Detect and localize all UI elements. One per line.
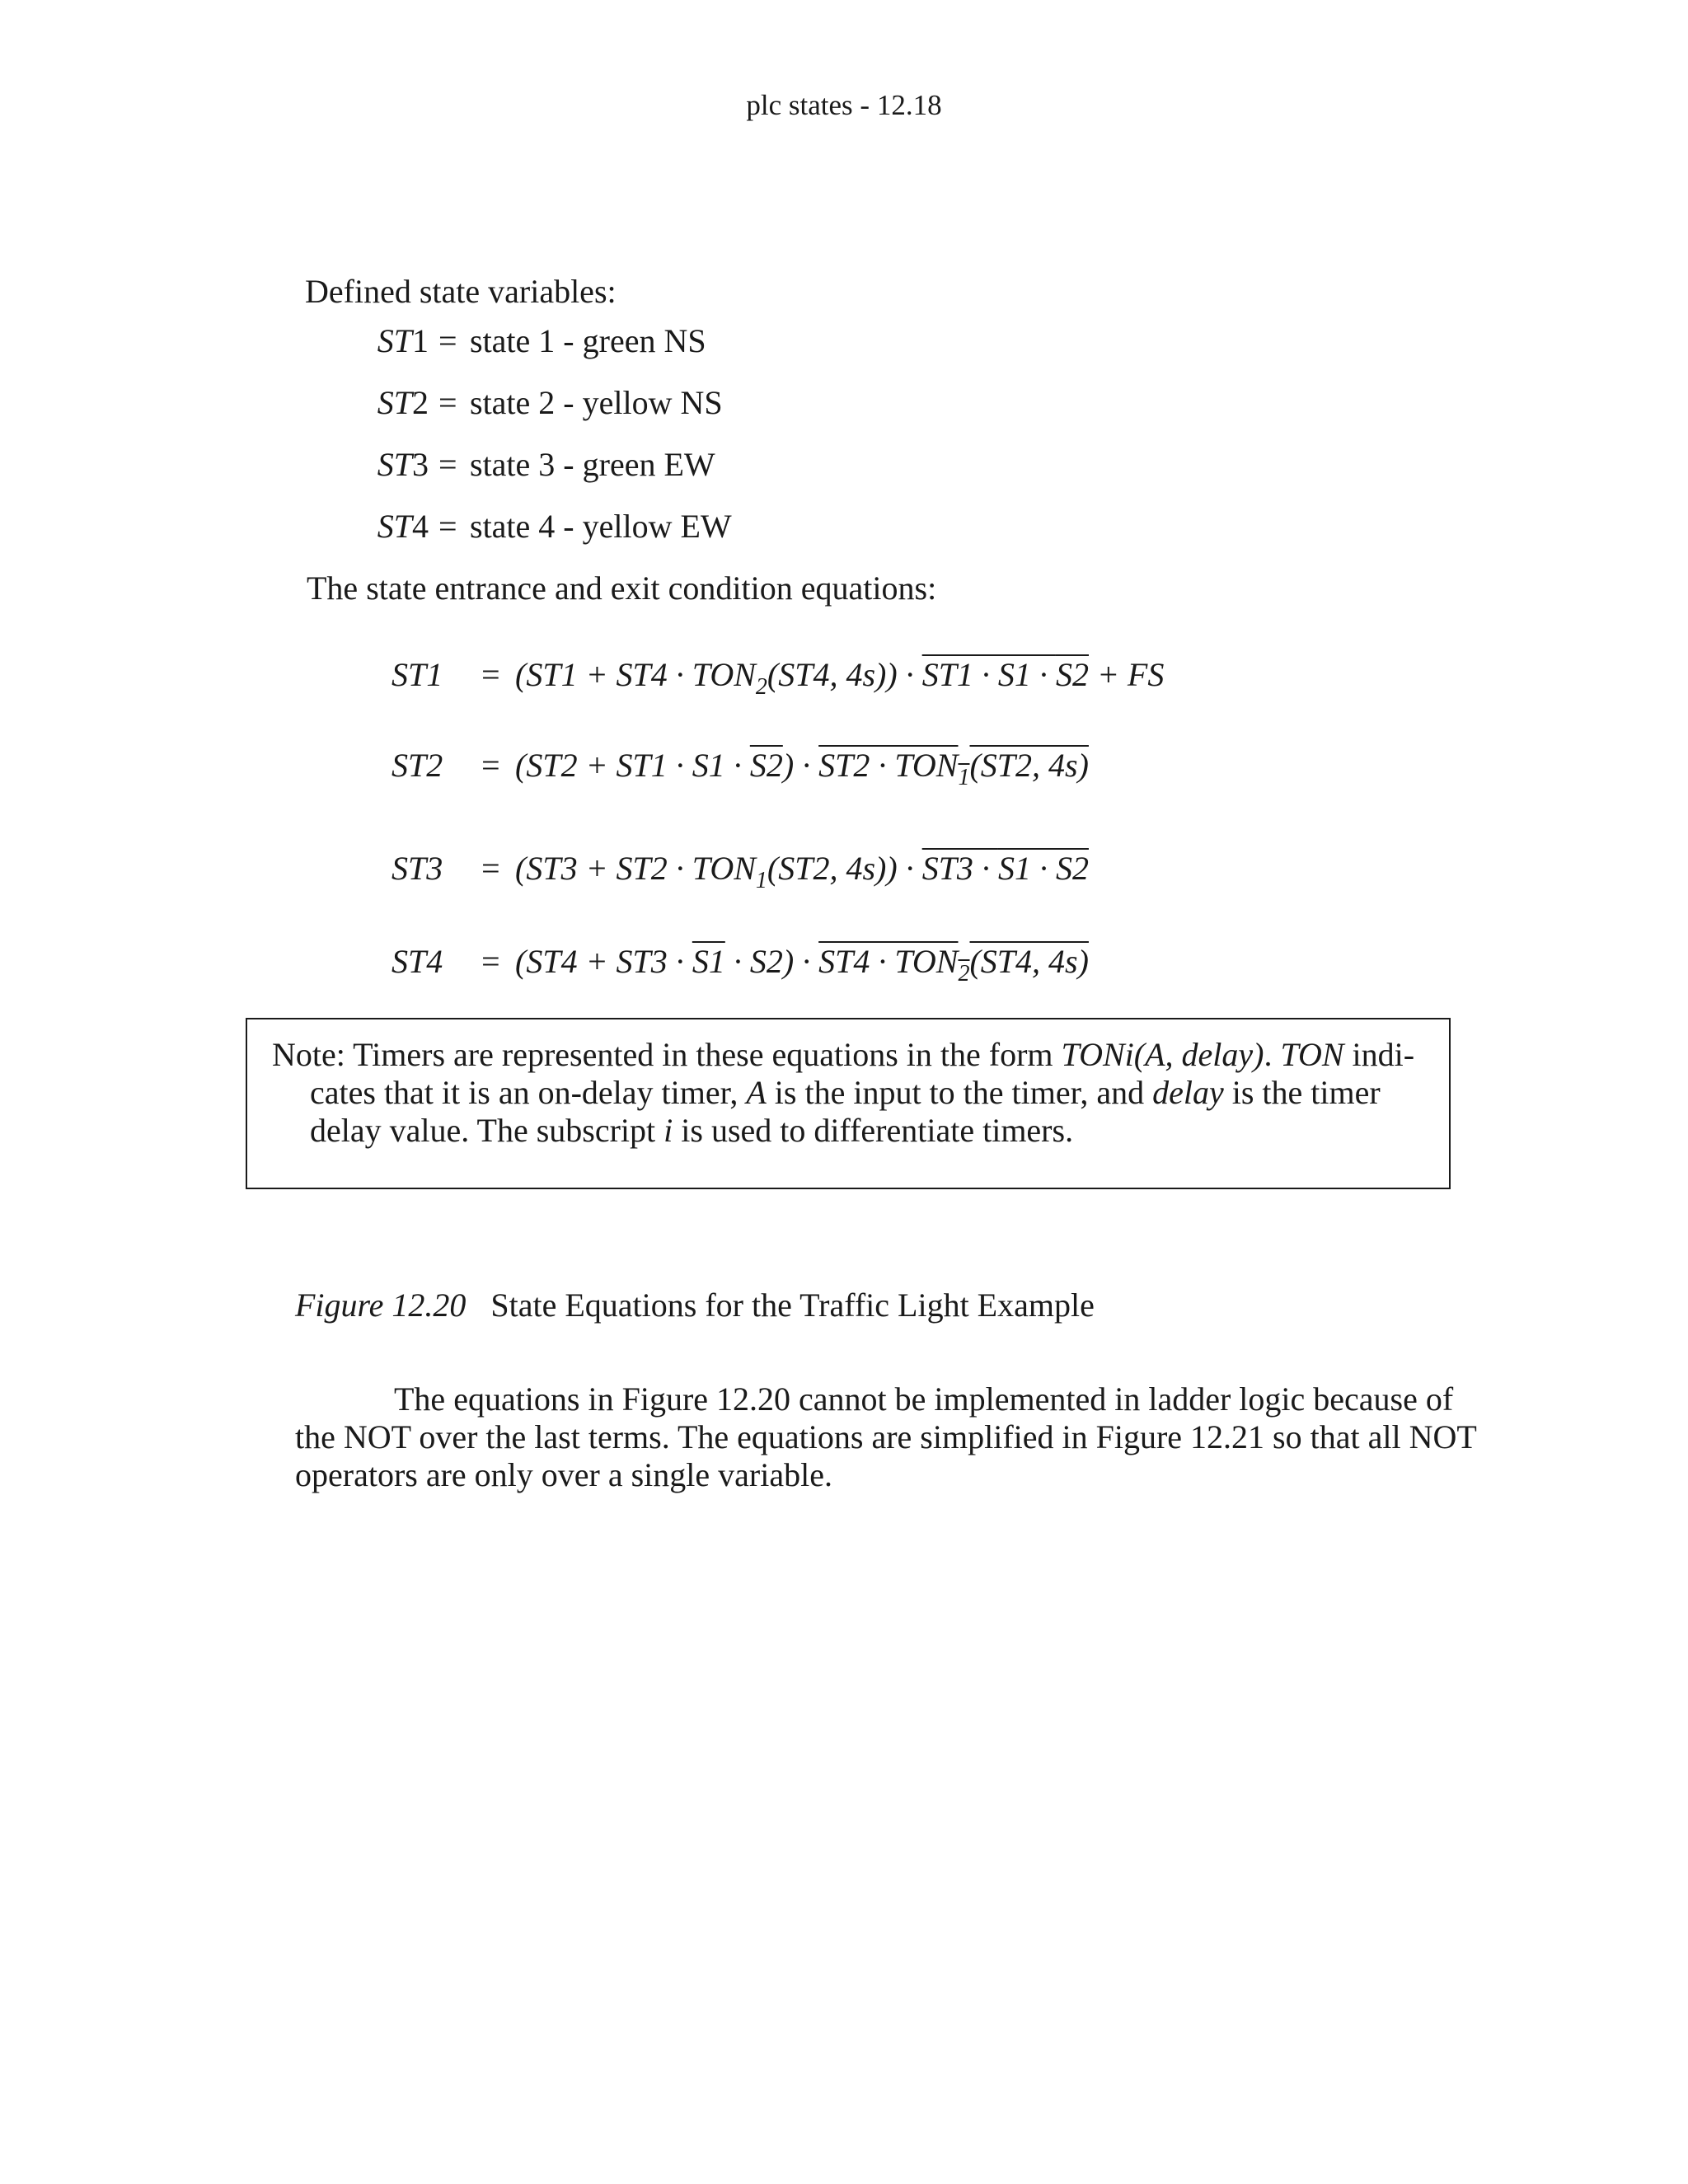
overlined-variable: S2 bbox=[1055, 656, 1089, 693]
overlined-variable: S1 bbox=[997, 850, 1031, 887]
equals-sign: = bbox=[438, 446, 457, 483]
equation-st2: $ST2 = (ST2 + ST1 \cdot S1 \cdot S2) \cdot ST2 \cdot TON_1(ST2$, 4s) bbox=[392, 747, 1089, 790]
equations-heading: The state entrance and exit condition equations: bbox=[307, 569, 937, 607]
variable-description: state 1 - green NS bbox=[470, 322, 706, 359]
body-paragraph bbox=[295, 1380, 1482, 1494]
variable-number: 1 bbox=[412, 322, 429, 359]
note-line-3: delay value. The subscript i is used to differentiate timers. bbox=[310, 1112, 1074, 1149]
equation-lhs: ST3 bbox=[392, 850, 443, 887]
equals-sign: = bbox=[479, 850, 502, 887]
equals-sign: = bbox=[479, 656, 502, 693]
page-header: plc states - 12.18 bbox=[746, 89, 942, 121]
equals-sign: = bbox=[438, 384, 457, 421]
equation-st4: $ST4 = (ST4 + ST3 \cdot S1 \cdot S2) \cdot ST4 \cdot TON_2(ST4$, 4s) bbox=[392, 943, 1089, 987]
overlined-term: ST1 · S1 · S2 bbox=[921, 656, 1089, 693]
overlined-term: ST3 · S1 · S2 bbox=[921, 850, 1089, 887]
equals-sign: = bbox=[438, 322, 457, 359]
equation-lhs: ST2 bbox=[392, 747, 443, 784]
equation-lhs: ST4 bbox=[392, 943, 443, 980]
variable-name: ST bbox=[377, 508, 412, 545]
variable-description: state 4 - yellow EW bbox=[470, 508, 732, 545]
overlined-term: $ST2 \cdot TON_1(ST2$, 4s) bbox=[818, 747, 1089, 790]
overlined-variable: S2 bbox=[749, 747, 783, 784]
variable-number: 3 bbox=[412, 446, 429, 483]
overlined-term: $ST4 \cdot TON_2(ST4$, 4s) bbox=[818, 943, 1089, 987]
overlined-variable: S1 bbox=[692, 943, 725, 980]
figure-caption bbox=[295, 1286, 1095, 1324]
variable-name: ST bbox=[377, 446, 412, 483]
equals-sign: = bbox=[479, 747, 502, 784]
note-line-1: Note: Timers are represented in these equations in the form TONi(A, delay). TON indi- bbox=[272, 1036, 1415, 1073]
variable-description: state 2 - yellow NS bbox=[470, 384, 723, 421]
variable-name: ST bbox=[377, 322, 412, 359]
figure-label: Figure 12.20 bbox=[295, 1286, 467, 1324]
variable-number: 4 bbox=[412, 508, 429, 545]
note-line-2: cates that it is an on-delay timer, A is the input to the timer, and delay is the timer bbox=[310, 1074, 1381, 1111]
figure-title: State Equations for the Traffic Light Example bbox=[490, 1286, 1095, 1324]
equation-lhs: ST1 bbox=[392, 656, 443, 693]
equation-st1: $ST1 = (ST1 + ST4 \cdot TON_2(ST4$, 4s)) · ST1 · S1 · S2 + FS bbox=[392, 656, 1165, 700]
equals-sign: = bbox=[438, 508, 457, 545]
note-box bbox=[246, 1018, 1451, 1189]
variable-number: 2 bbox=[412, 384, 429, 421]
variable-name: ST bbox=[377, 384, 412, 421]
variable-description: state 3 - green EW bbox=[470, 446, 715, 483]
defined-variables-heading: Defined state variables: bbox=[305, 273, 617, 310]
equals-sign: = bbox=[479, 943, 502, 980]
paragraph-text: The equations in Figure 12.20 cannot be implemented in ladder logic because of the NOT over the last terms. The equations are simplified in Figure 12.21 so that all NOT operators are only over a single variable. bbox=[295, 1380, 1477, 1493]
equation-st3: $ST3 = (ST3 + ST2 \cdot TON_1(ST2$, 4s)) · ST3 · S1 · S2 bbox=[392, 850, 1089, 893]
